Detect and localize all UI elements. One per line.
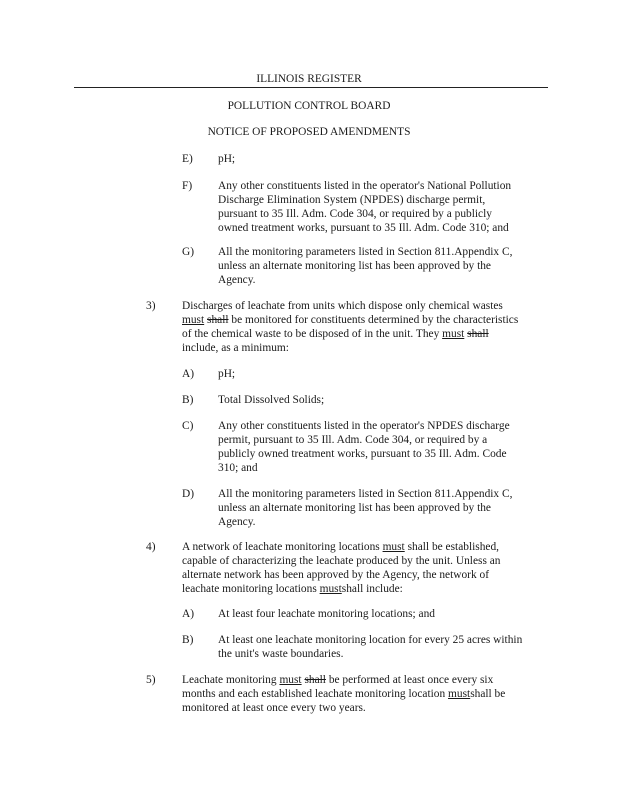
para-4-line: alternate network has been approved by the Agency, the network of [182,569,490,581]
item-4b-line: At least one leachate monitoring location for every 25 acres within [218,634,523,646]
item-g-line: Agency. [218,274,256,286]
header-rule [74,87,548,88]
item-4b-label: B) [182,634,194,646]
para-3-line [182,327,489,341]
item-4a-text: At least four leachate monitoring locations; and [218,608,435,620]
deleted-text: shall [207,314,229,326]
item-3c-line: publicly owned treatment works, pursuant to 35 Ill. Adm. Code [218,448,507,460]
item-3c-label: C) [182,420,194,432]
para-3-label: 3) [146,300,156,312]
item-f-label: F) [182,180,193,192]
item-3d-line: All the monitoring parameters listed in Section 811.Appendix C, [218,488,513,500]
para-3-text: of the chemical waste to be disposed of in the unit. They [182,328,440,340]
para-5-text: months and each established leachate monitoring location [182,688,446,700]
para-4-line: capable of characterizing the leachate produced by the unit. Unless an [182,555,501,567]
item-3a-label: A) [182,368,195,380]
para-4-text: leachate monitoring locations [182,583,317,595]
item-3d-label: D) [182,488,195,500]
item-3d-line: Agency. [218,516,256,528]
board-title: POLLUTION CONTROL BOARD [227,100,391,112]
item-g-line: unless an alternate monitoring list has been approved by the [218,260,491,272]
para-5-text: be performed at least once every six [328,674,494,686]
item-3b-label: B) [182,394,194,406]
para-3-text: be monitored for constituents determined by the characteristics [231,314,519,326]
item-g-line: All the monitoring parameters listed in Section 811.Appendix C, [218,246,513,258]
para-4-text: shall be established, [407,541,499,553]
item-3b-text: Total Dissolved Solids; [218,394,325,406]
inserted-text: must [279,674,302,686]
inserted-text: must [382,541,405,553]
inserted-text: must [319,583,342,595]
para-4-line [182,582,403,596]
item-e-text: pH; [218,153,236,165]
para-5-text: shall be [470,688,506,700]
para-5-line [182,687,505,701]
item-3c-line: 310; and [218,462,258,474]
para-4-text: shall include: [341,583,403,595]
para-4-line [182,540,499,554]
item-f-line: owned treatment works, pursuant to 35 Ill. Adm. Code 310; and [218,222,509,234]
item-f-line: Discharge Elimination System (NPDES) discharge permit, [218,194,486,206]
item-3a-text: pH; [218,368,236,380]
item-4b-line: the unit's waste boundaries. [218,648,344,660]
item-3d-line: unless an alternate monitoring list has been approved by the [218,502,491,514]
item-g-label: G) [182,246,195,258]
item-f-line: Any other constituents listed in the operator's National Pollution [218,180,512,192]
inserted-text: must [442,328,465,340]
inserted-text: must [448,688,471,700]
item-e-label: E) [182,153,193,165]
deleted-text: shall [467,328,489,340]
register-title: ILLINOIS REGISTER [256,73,362,85]
para-3-line: include, as a minimum: [182,342,289,354]
para-4-text: A network of leachate monitoring locations [182,541,380,553]
para-3-line [182,313,518,327]
para-5-text: Leachate monitoring [182,674,277,686]
para-3-line: Discharges of leachate from units which dispose only chemical wastes [182,300,503,312]
item-4a-label: A) [182,608,195,620]
notice-title: NOTICE OF PROPOSED AMENDMENTS [207,126,411,138]
para-4-label: 4) [146,541,156,553]
inserted-text: must [182,314,205,326]
para-5-line [182,673,493,687]
deleted-text: shall [304,674,326,686]
item-3c-line: permit, pursuant to 35 Ill. Adm. Code 304, or required by a [218,434,488,446]
para-5-label: 5) [146,674,156,686]
para-5-line: monitored at least once every two years. [182,702,366,714]
item-f-line: pursuant to 35 Ill. Adm. Code 304, or required by a publicly [218,208,492,220]
item-3c-line: Any other constituents listed in the operator's NPDES discharge [218,420,510,432]
